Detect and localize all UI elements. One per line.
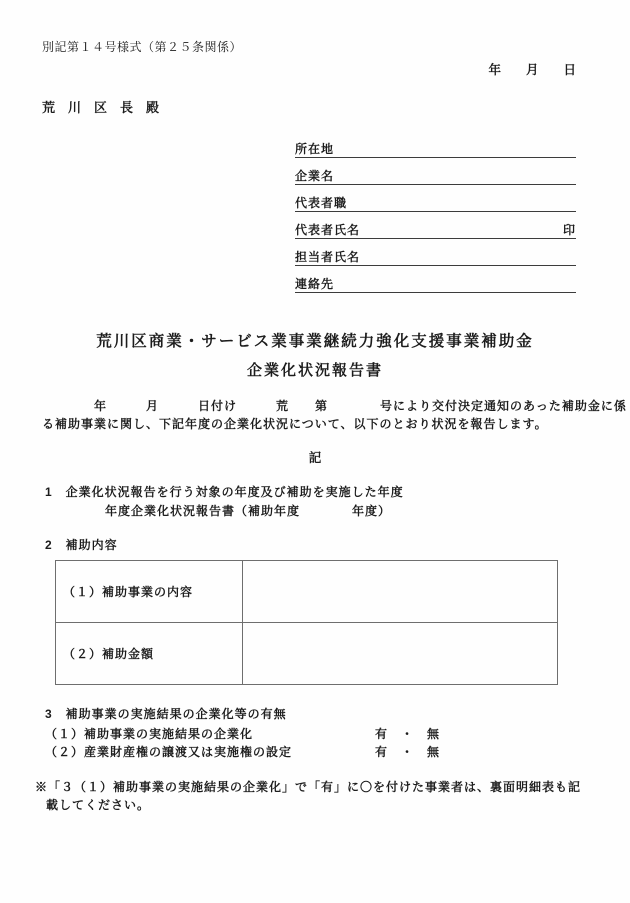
section3-item1-label: （１）補助事業の実施結果の企業化	[45, 727, 254, 741]
body-paragraph-line1: 年 月 日付け 荒 第 号により交付決定通知のあった補助金に係	[42, 399, 627, 413]
footnote-line2: 載してください。	[46, 798, 151, 812]
section3-item1-choice: 有 ・ 無	[375, 727, 441, 741]
section1-report-line: 年度企業化状況報告書（補助年度 年度）	[105, 504, 392, 518]
table-row	[56, 623, 557, 684]
table-row-value-subsidy-amount	[243, 623, 557, 684]
section3-item2-label: （２）産業財産権の譲渡又は実施権の設定	[45, 745, 293, 759]
subsidy-details-table	[55, 560, 558, 685]
field-representative-name-label: 代表者氏名	[295, 223, 361, 237]
section3-heading: 3 補助事業の実施結果の企業化等の有無	[45, 707, 287, 721]
seal-mark: 印	[562, 223, 576, 237]
field-contact-person	[295, 248, 576, 266]
field-contact-person-label: 担当者氏名	[295, 250, 361, 264]
ki-marker: 記	[308, 451, 322, 465]
table-row-value-subsidy-project	[243, 561, 557, 622]
form-code: 別記第１４号様式（第２５条関係）	[42, 40, 243, 54]
table-row	[56, 561, 557, 623]
addressee: 荒 川 区 長 殿	[42, 100, 160, 115]
table-row-label-subsidy-project: （１）補助事業の内容	[56, 561, 243, 622]
field-contact-info-label: 連絡先	[295, 277, 335, 291]
field-location-label: 所在地	[295, 142, 335, 156]
field-company-name	[295, 167, 576, 185]
section1-heading: 1 企業化状況報告を行う対象の年度及び補助を実施した年度	[45, 485, 404, 499]
document-title-line2: 企業化状況報告書	[246, 362, 383, 379]
field-company-name-label: 企業名	[295, 169, 335, 183]
field-location	[295, 140, 576, 158]
section3-item2-choice: 有 ・ 無	[375, 745, 441, 759]
field-representative-name	[295, 221, 576, 239]
section2-heading: 2 補助内容	[45, 538, 118, 552]
field-contact-info	[295, 275, 576, 293]
footnote-line1: ※「３（１）補助事業の実施結果の企業化」で「有」に〇を付けた事業者は、裏面明細表も記	[35, 780, 582, 794]
body-paragraph-line2: る補助事業に関し、下記年度の企業化状況について、以下のとおり状況を報告します。	[42, 417, 548, 431]
field-representative-title-label: 代表者職	[295, 196, 348, 210]
field-representative-title	[295, 194, 576, 212]
document-title-line1: 荒川区商業・サービス業事業継続力強化支援事業補助金	[96, 333, 534, 350]
date-line: 年 月 日	[488, 63, 576, 77]
table-row-label-subsidy-amount: （２）補助金額	[56, 623, 243, 684]
